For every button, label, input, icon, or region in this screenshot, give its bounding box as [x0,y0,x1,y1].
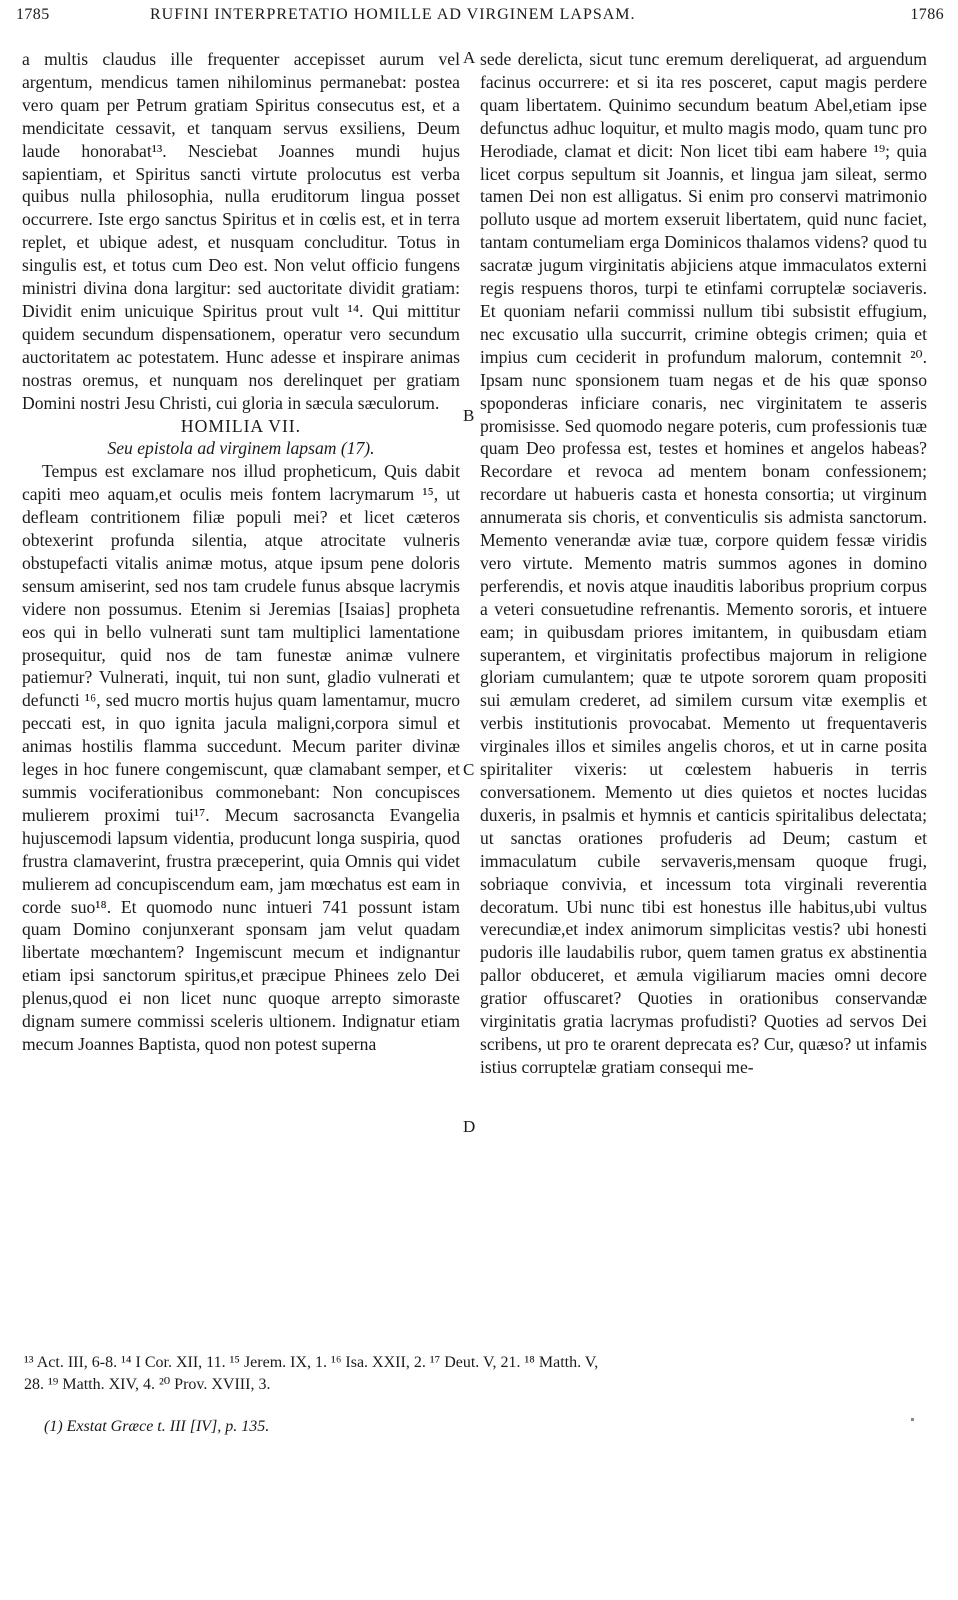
margin-dot [911,1418,914,1421]
homily-heading: HOMILIA VII. [180,415,302,436]
margin-letter-d: D [463,1117,476,1136]
footnotes [24,1352,924,1396]
margin-letter-c: C [463,760,475,779]
right-paragraph: sede derelicta, sicut tunc eremum dereliquerat, ad arguendum facinus occurrere: et si ita res posceret, caput magis perdere quam libertatem. Quinimo secundum beatum Abel,etiam ipse defunctus adhuc loquitur, et multo magis modo, quam tunc pro Herodiade, clamat et dicit: Non licet tibi eam habere ¹⁹; quia licet corpus sepultum sit Joannis, et lingua jam sileat, sermo tamen Dei non est alligatus. Si enim pro conservi matrimonio polluto usque ad mortem exseruit libertatem, quid nunc faciet, tantam contumeliam erga Dominicos thalamos videns? quod tu sacratæ jugum virginitatis abjiciens atque immaculatos externi regis respuens thoros, turpi te etinfami corruptelæ sociaveris. Et quoniam nefarii commissi nullum tibi subsistit effugium, nec excusatio ulla succurrit, crimine obtegis crimen; quia et impius cum ceciderit in profundum malorum, contemnit ²⁰. Ipsam nunc sponsionem tuam negas et de his quæ sponso spoponderas inficiare conaris, nec virginitatem te asseris promisisse. Sed quomodo negare poteris, cum professionis tuæ quam Deo professa est, testes et homines et angelos habeas? Recordare et revoca ad mentem bonam confessionem; recordare ut habueris casta et honesta consortia; ut virginum annumerata sis choris, et conventiculis sis admista sanctorum. Memento venerandæ aviæ tuæ, corpore quidem fessæ viridis vero virtute. Memento matris summos agones in domino perferendis, et novis atque inauditis laboribus proprium corpus a veteri consuetudine refrenantis. Memento sororis, et intuere eam; in quibusdam priores imitantem, in quibusdam etiam superantem, et virginitatis profectibus majorum in religione gloriam cumulantem; quæ te utpote sororem quam propositi sui æmulam crederet, ad similem cursum vitæ exemplis et verbis institutionis provocabat. Memento ut frequentaveris virginales illos et similes angelis choros, et ut in carne posita spiritaliter vixeris: ut cœlestem habueris in terris conversationem. Memento ut dies quietos et noctes lucidas duxeris, in psalmis et hymnis et canticis spiritalibus delectata; ut sanctas orationes profuderis ad Deum; castum et immaculatum cubile servaveris,mensam quoque frugi, sobriaque convivia, et incessum tota virginali reverentia decoratum. Ubi nunc tibi est honestus ille habitus,ubi vultus verecundiæ,et index animorum simplicitas vestis? ubi honesti pudoris ille laudabilis rubor, quem tamen gratus ex abstinentia pallor obduceret, et æmula vigiliarum macies omni decore gratior offuscaret? Quoties in orationibus conservandæ virginitatis gratia lacrymas profudisti? Quoties ad servos Dei scribens, ut pro te orarent deprecata es? Cur, quæso? ut infamis istius corruptelæ gratiam consequi me- [480,49,927,1077]
footnote-line-1: ¹³ Act. III, 6-8. ¹⁴ I Cor. XII, 11. ¹⁵ Jerem. IX, 1. ¹⁶ Isa. XXII, 2. ¹⁷ Deut. V, 21. ¹⁸ Matth. V, [24,1354,599,1371]
left-paragraph-2: Tempus est exclamare nos illud propheticum, Quis dabit capiti meo aquam,et oculis meis fontem lacrymarum ¹⁵, ut defleam contritionem filiæ populi mei? et licet cæteros obtexerint profunda silentia, atque atrocitate vulneris obstupefacti vitalis animæ motus, atque ipsum pene doloris sensum amiserint, sed nos tam crudele funus absque lacrymis videre non possumus. Etenim si Jeremias [Isaias] propheta eos qui in bello vulnerati sunt tam multiplici lamentatione prosequitur, quid nos de tam funestæ animæ vulnere patiemur? Vulnerati, inquit, tui non sunt, gladio vulnerati et defuncti ¹⁶, sed mucro mortis hujus quam lamentamur, mucro peccati est, in quo ignita jacula maligni,corpora simul et animas hostilis flamma succedunt. Mecum pariter divinæ leges in hoc funere congemiscunt, quæ clamabant semper, et summis vociferationibus commonebant: Non concupisces mulierem proximi tui¹⁷. Mecum sacrosancta Evangelia hujuscemodi lapsum videntia, producunt longa suspiria, quod frustra clamaverint, frustra præceperint, quia Omnis qui videt mulierem ad concupiscendum eam, jam mœchatus est eam in corde suo¹⁸. Et quomodo nunc intueri 741 possunt istam quam Domino conjunxerant sponsam jam velut quadam libertate mœchantem? Ingemiscunt mecum et indignantur etiam ipsi sanctorum spiritus,et præcipue Phinees zelo Dei plenus,quod ei non licet nunc quoque arrepto simoraste dignam sumere commissi sceleris ultionem. Indignatur etiam mecum Joannes Baptista, quod non potest superna [22,461,460,1054]
right-column [480,48,927,1079]
margin-letter-a: A [463,48,476,67]
left-column [22,48,460,1056]
page-number-left: 1785 [16,6,50,23]
source-note: (1) Exstat Græce t. III [IV], p. 135. [44,1418,270,1435]
margin-letter-b: B [463,406,475,425]
footnote-line-2: 28. ¹⁹ Matth. XIV, 4. ²⁰ Prov. XVIII, 3. [24,1376,271,1393]
homily-subtitle: Seu epistola ad virginem lapsam (17). [107,438,375,459]
page-number-right: 1786 [910,6,944,23]
running-title: RUFINI INTERPRETATIO HOMILLE AD VIRGINEM LAPSAM. [150,6,636,23]
left-paragraph-1: a multis claudus ille frequenter accepisset aurum vel argentum, mendicus tamen nihilominus permanebat: postea vero quam per Petrum gratiam Spiritus consecutus est, et a mendicitate cessavit, et tanquam servus exsiliens, Deum laude honorabat¹³. Nesciebat Joannes mundi hujus sapientiam, et Spiritus sancti virtute prolocutus est verba quibus nulla philosophia, nulla eruditorum lingua posset occurrere. Iste ergo sanctus Spiritus et in cœlis est, et in terra replet, et ubique adest, et nusquam concluditur. Totus in singulis est, et totus cum Deo est. Non velut officio fungens ministri divina dona largitur: sed auctoritate dividit gratiam: Dividit enim unicuique Spiritus prout vult ¹⁴. Qui mittitur quidem secundum dispensationem, operatur vero secundum auctoritatem ac potestatem. Hunc adesse et inspirare animas nostras oremus, et nunquam nos derelinquet per gratiam Domini nostri Jesu Christi, cui gloria in sæcula sæculorum. [22,49,460,413]
